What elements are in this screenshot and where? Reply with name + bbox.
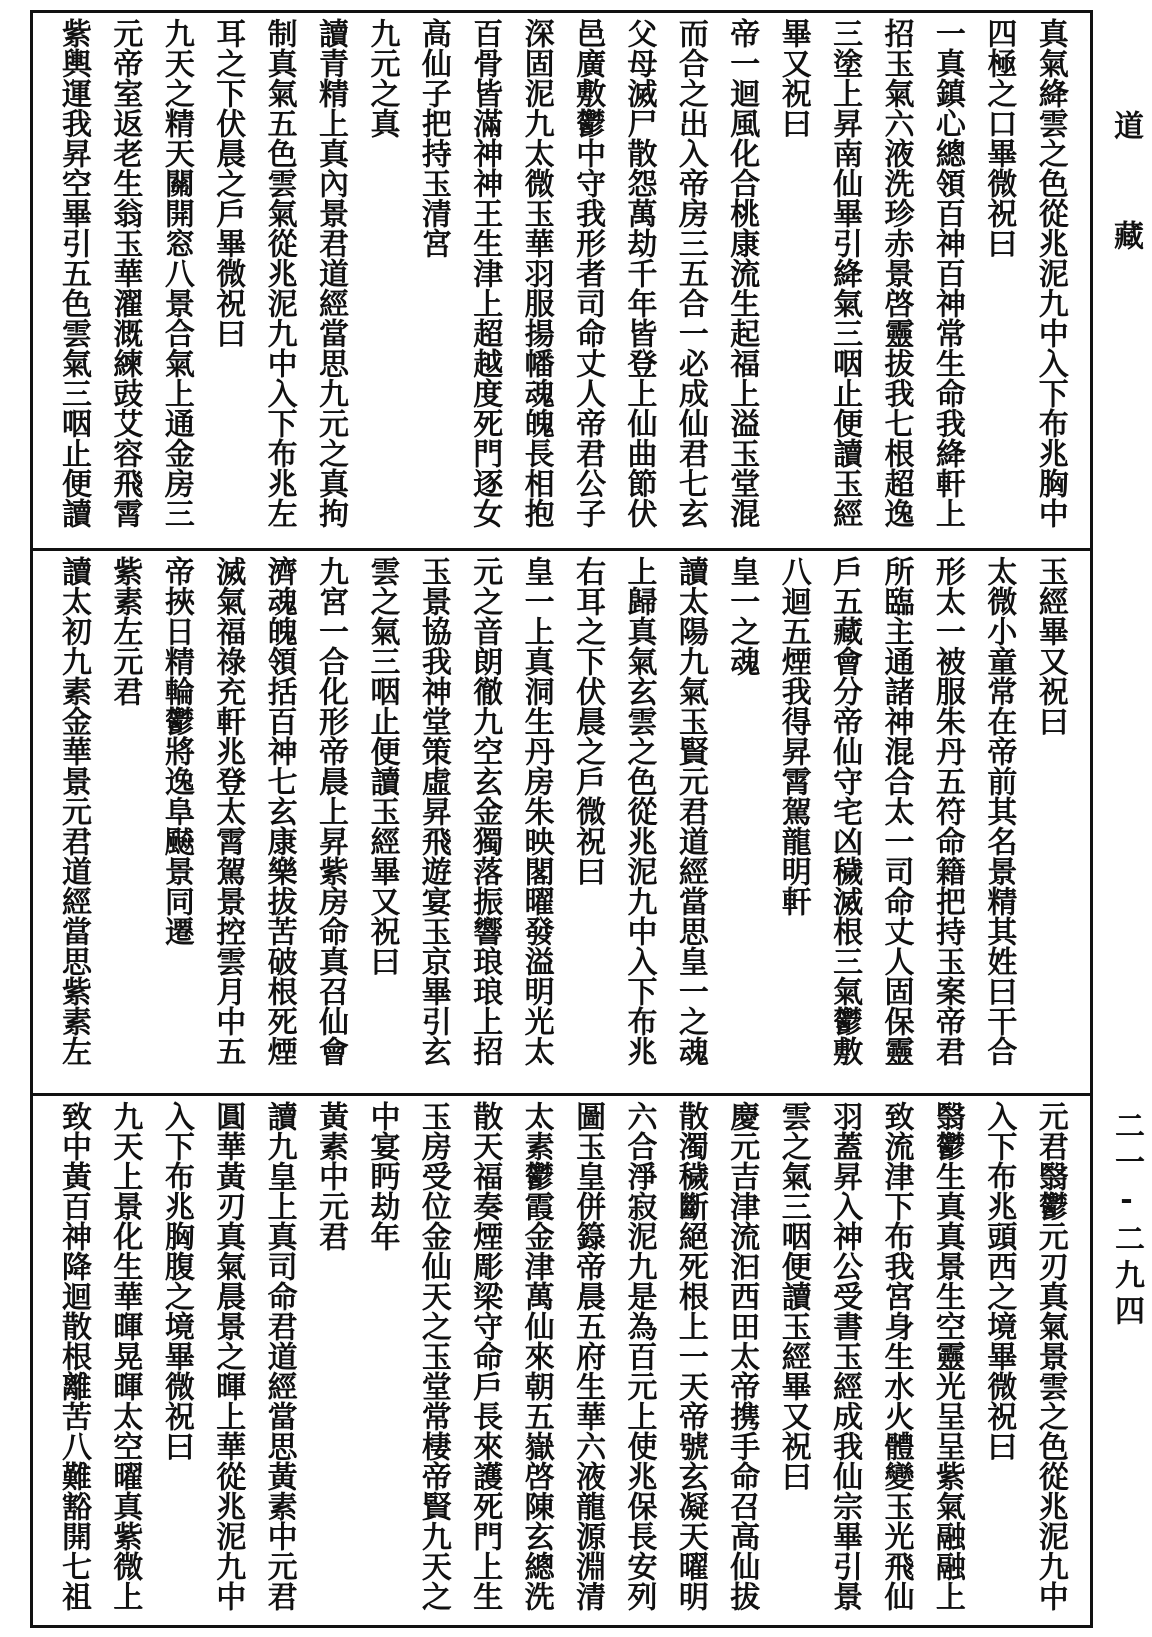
band-divider-2 <box>30 1093 1093 1096</box>
text-column: 紫輿運我昇空畢引五色雲氣三咽止便讀 <box>56 18 91 528</box>
text-column: 散天福奏煙彫梁守命戶長來護死門上生 <box>467 1101 503 1611</box>
text-column: 所臨主通諸神混合太一司命丈人固保靈 <box>878 556 914 1066</box>
text-column: 圓華黃刃真氣晨景之暉上華從兆泥九中 <box>210 1101 246 1611</box>
text-column: 皇一上真洞生丹房朱映閣曜發溢明光太 <box>518 556 554 1066</box>
text-column: 皇一之魂 <box>724 556 760 676</box>
text-column: 羽蓋昇入神公受書玉經成我仙宗畢引景 <box>827 1101 863 1611</box>
text-band-middle <box>36 556 1087 1090</box>
text-column: 四極之口畢微祝曰 <box>981 18 1017 258</box>
text-column: 慶元吉津流汩西田太帝携手命召高仙拔 <box>724 1101 760 1611</box>
text-column: 形太一被服朱丹五符命籍把持玉案帝君 <box>929 556 965 1066</box>
text-column: 制真氣五色雲氣從兆泥九中入下布兆左 <box>261 18 297 528</box>
text-column: 讀九皇上真司命君道經當思黃素中元君 <box>261 1101 297 1611</box>
text-column: 翳鬱生真真景生空靈光呈呈紫氣融融上 <box>929 1101 965 1611</box>
text-column: 招玉氣六液洗珍赤景啓靈拔我七根超逸 <box>878 18 914 528</box>
text-column: 太素鬱霞金津萬仙來朝五嶽啓陳玄總洗 <box>518 1101 554 1611</box>
text-column: 右耳之下伏晨之戶微祝曰 <box>570 556 606 886</box>
text-column: 致中黃百神降迴散根離苦八難豁開七祖 <box>56 1101 91 1611</box>
text-band-bottom <box>36 1101 1087 1625</box>
text-column: 讀太陽九氣玉賢元君道經當思皇一之魂 <box>672 556 708 1066</box>
text-column: 濟魂魄領括百神七玄康樂拔苦破根死煙 <box>261 556 297 1066</box>
text-column: 雲之氣三咽止便讀玉經畢又祝曰 <box>364 556 400 976</box>
text-column: 玉房受位金仙天之玉堂常棲帝賢九天之 <box>415 1101 451 1611</box>
text-column: 八迴五煙我得昇霄駕龍明軒 <box>775 556 811 916</box>
text-column: 深固泥九太微玉華羽服揚幡魂魄長相抱 <box>518 18 554 528</box>
text-column: 畢又祝曰 <box>775 18 811 138</box>
text-column: 耳之下伏晨之戶畢微祝曰 <box>210 18 246 348</box>
text-column: 九元之真 <box>364 18 400 138</box>
text-column: 百骨皆滿神神王生津上超越度死門逐女 <box>467 18 503 528</box>
text-column: 三塗上昇南仙畢引絳氣三咽止便讀玉經 <box>827 18 863 528</box>
text-column: 九天上景化生華暉晃暉太空曜真紫微上 <box>107 1101 143 1611</box>
text-column: 九宮一合化形帝晨上昇紫房命真召仙會 <box>313 556 349 1066</box>
text-column: 中宴眄劫年 <box>364 1101 400 1251</box>
text-column: 讀青精上真內景君道經當思九元之真拘 <box>313 18 349 528</box>
page-number: 二一-二九四 <box>1109 1110 1144 1331</box>
band-divider-1 <box>30 548 1093 551</box>
text-column: 六合淨寂泥九是為百元上使兆保長安列 <box>621 1101 657 1611</box>
text-column: 紫素左元君 <box>107 556 143 706</box>
text-column: 一真鎮心總領百神百神常生命我絳軒上 <box>929 18 965 528</box>
text-column: 黃素中元君 <box>313 1101 349 1251</box>
text-column: 雲之氣三咽便讀玉經畢又祝曰 <box>775 1101 811 1491</box>
text-column: 父母滅尸散怨萬劫千年皆登上仙曲節伏 <box>621 18 657 528</box>
text-column: 上歸真氣玄雲之色從兆泥九中入下布兆 <box>621 556 657 1066</box>
text-column: 九天之精天關開窓八景合氣上通金房三 <box>158 18 194 528</box>
text-column: 元之音朗徹九空玄金獨落振響琅琅上招 <box>467 556 503 1066</box>
text-column: 太微小童常在帝前其名景精其姓曰干合 <box>981 556 1017 1066</box>
text-column: 讀太初九素金華景元君道經當思紫素左 <box>56 556 91 1066</box>
text-column: 戶五藏會分帝仙守宅凶穢滅根三氣鬱敷 <box>827 556 863 1066</box>
text-column: 圖玉皇併籙帝晨五府生華六液龍源淵清 <box>570 1101 606 1611</box>
text-band-top <box>36 18 1087 545</box>
text-column: 玉景協我神堂策虛昇飛遊宴玉京畢引玄 <box>415 556 451 1066</box>
text-column: 入下布兆頭西之境畢微祝曰 <box>981 1101 1017 1461</box>
text-column: 邑廣敷鬱中守我形者司命丈人帝君公子 <box>570 18 606 528</box>
text-column: 玉經畢又祝曰 <box>1032 556 1068 736</box>
text-column: 高仙子把持玉清宮 <box>415 18 451 258</box>
text-column: 帝挾日精輪鬱將逸阜飇景同遷 <box>158 556 194 946</box>
margin-title: 道藏 <box>1108 110 1143 330</box>
text-column: 散濁穢斷絕死根上一天帝號玄凝天曜明 <box>672 1101 708 1611</box>
text-column: 致流津下布我宮身生水火體變玉光飛仙 <box>878 1101 914 1611</box>
text-column: 而合之出入帝房三五合一必成仙君七玄 <box>672 18 708 528</box>
text-column: 元帝室返老生翁玉華濯溉練豉艾容飛霄 <box>107 18 143 528</box>
text-column: 真氣絳雲之色從兆泥九中入下布兆胸中 <box>1032 18 1068 528</box>
text-column: 元君翳鬱元刃真氣景雲之色從兆泥九中 <box>1032 1101 1068 1611</box>
text-column: 滅氣福祿充軒兆登太霄駕景控雲月中五 <box>210 556 246 1066</box>
text-column: 入下布兆胸腹之境畢微祝曰 <box>158 1101 194 1461</box>
text-column: 帝一迴風化合桃康流生起福上溢玉堂混 <box>724 18 760 528</box>
